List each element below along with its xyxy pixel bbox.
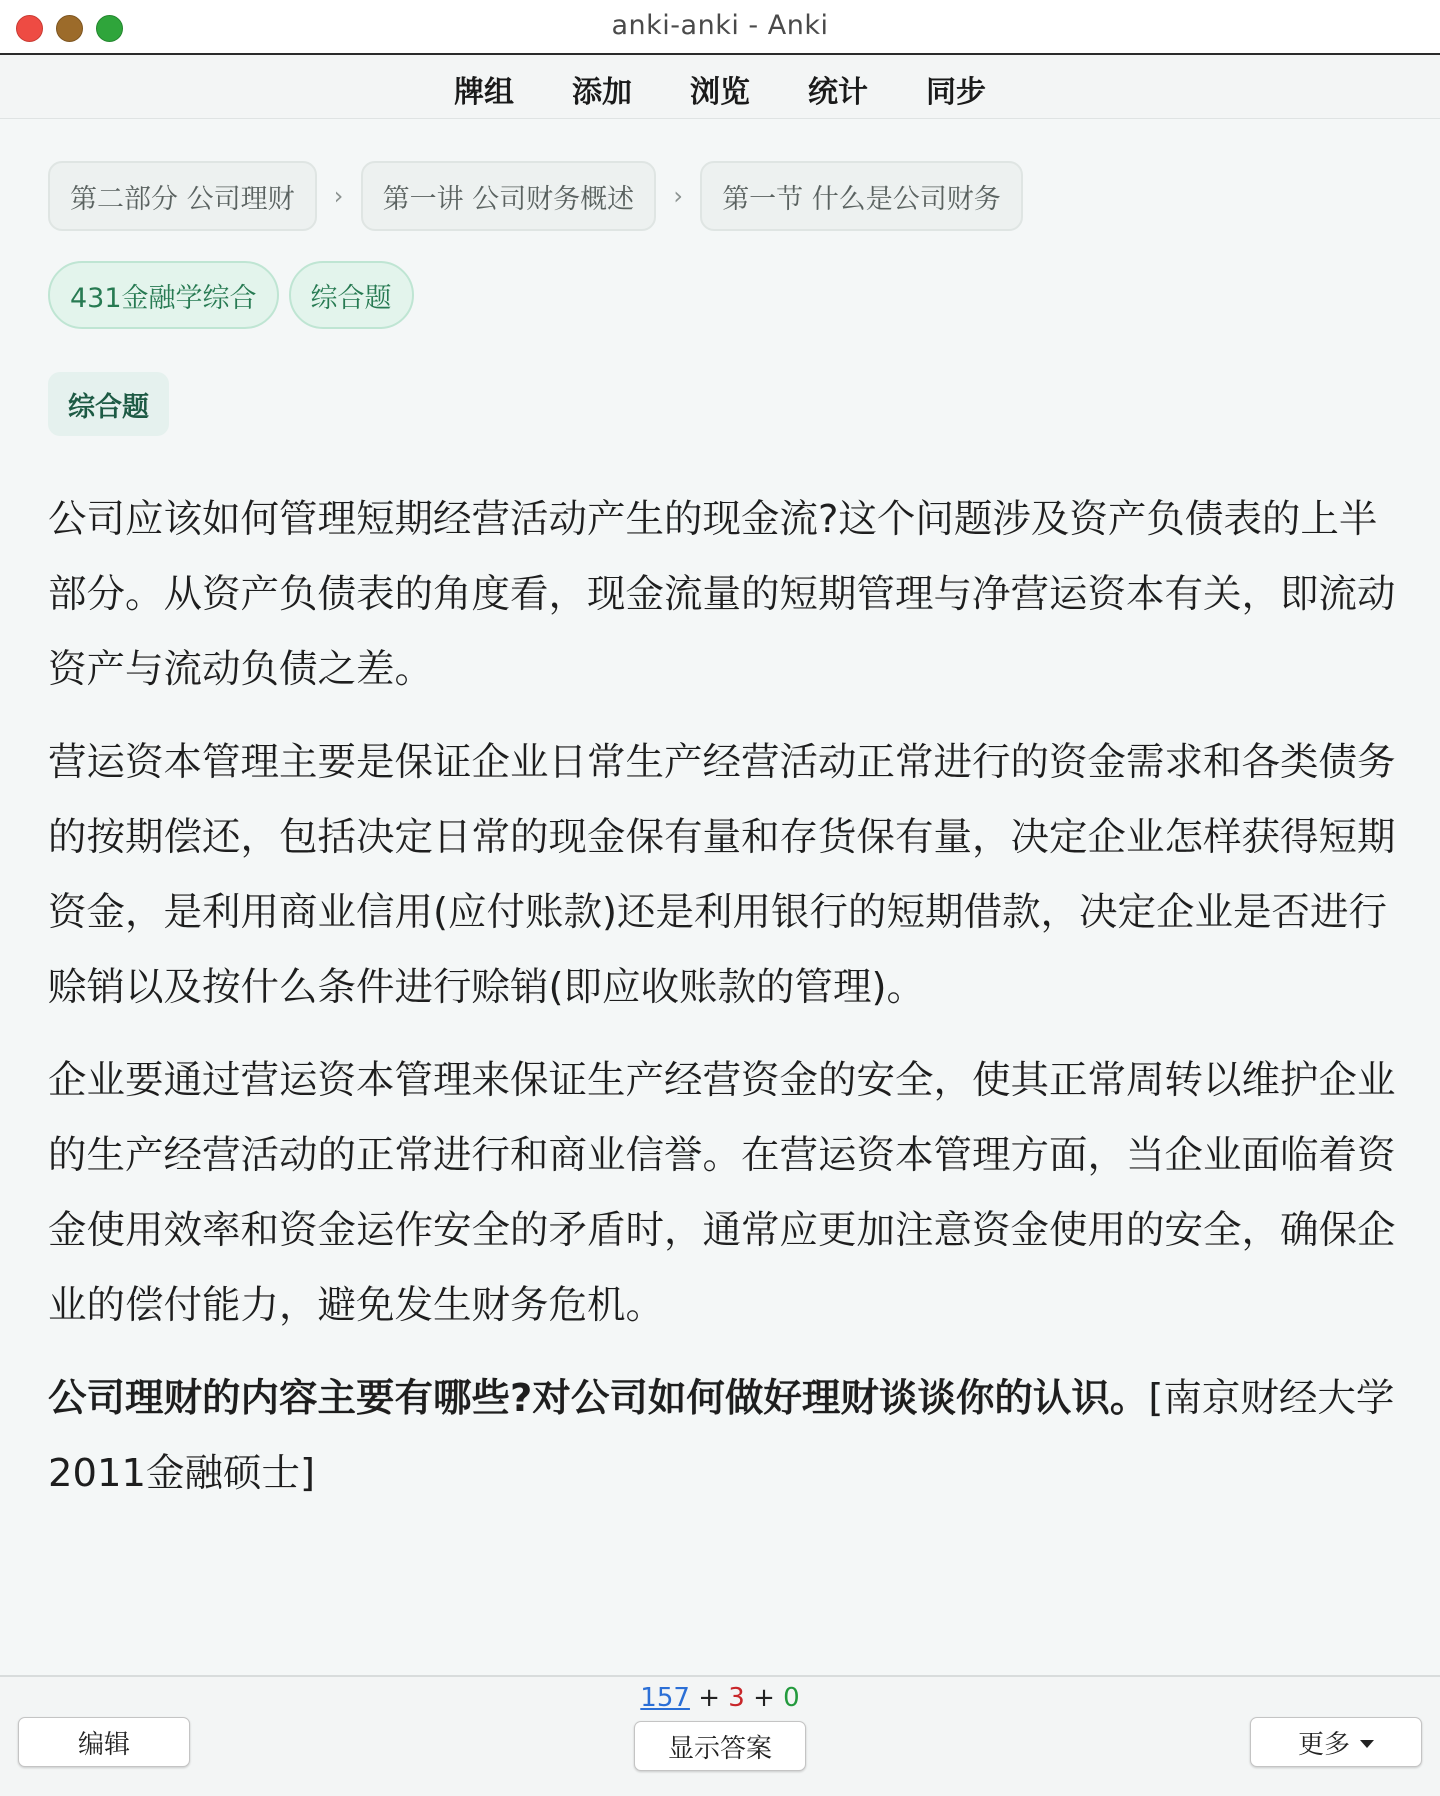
review-bottom-bar xyxy=(0,1675,1440,1796)
show-answer-label: 显示答案 xyxy=(667,1733,772,1764)
card-body xyxy=(48,482,1398,1529)
new-count[interactable]: 157 xyxy=(640,1683,690,1713)
breadcrumb-separator: › xyxy=(333,182,344,210)
edit-button-label: 编辑 xyxy=(77,1729,130,1760)
breadcrumb-item: 第二部分 公司理财 xyxy=(48,161,317,231)
tag: 综合题 xyxy=(289,261,414,329)
breadcrumb-item: 第一讲 公司财务概述 xyxy=(361,161,657,231)
caret-down-icon xyxy=(1360,1740,1374,1748)
count-plus: + xyxy=(689,1683,729,1713)
card-paragraph: 公司应该如何管理短期经营活动产生的现金流?这个问题涉及资产负债表的上半部分。从资产负债表的角度看，现金流量的短期管理与净营运资本有关，即流动资产与流动负债之差。 xyxy=(48,497,1396,692)
toolbar-stats[interactable]: 统计 xyxy=(808,75,868,110)
tag: 431金融学综合 xyxy=(48,261,279,329)
title-bar xyxy=(0,0,1440,55)
card-question xyxy=(48,1361,1398,1511)
count-plus: + xyxy=(744,1683,784,1713)
main-toolbar xyxy=(0,55,1440,119)
question-type-badge: 综合题 xyxy=(48,372,169,436)
learning-count: 3 xyxy=(728,1683,745,1713)
show-answer-button[interactable] xyxy=(634,1721,806,1771)
toolbar-sync[interactable]: 同步 xyxy=(926,75,986,110)
card-paragraph: 企业要通过营运资本管理来保证生产经营资金的安全，使其正常周转以维护企业的生产经营活动的正常进行和商业信誉。在营运资本管理方面，当企业面临着资金使用效率和资金运作安全的矛盾时，通常应更加注意资金使用的安全，确保企业的偿付能力，避免发生财务危机。 xyxy=(48,1058,1396,1328)
edit-button[interactable] xyxy=(18,1717,190,1767)
toolbar-decks[interactable]: 牌组 xyxy=(454,75,514,110)
more-button-label: 更多 xyxy=(1297,1729,1350,1760)
due-counts xyxy=(0,1683,1440,1713)
card-paragraph: 营运资本管理主要是保证企业日常生产经营活动正常进行的资金需求和各类债务的按期偿还，包括决定日常的现金保有量和存货保有量，决定企业怎样获得短期资金，是利用商业信用(应付账款)还是利用银行的短期借款，决定企业是否进行赊销以及按什么条件进行赊销(即应收账款的管理)。 xyxy=(48,740,1396,1010)
toolbar-add[interactable]: 添加 xyxy=(572,75,632,110)
more-button[interactable] xyxy=(1250,1717,1422,1767)
breadcrumb-item: 第一节 什么是公司财务 xyxy=(700,161,1023,231)
breadcrumb xyxy=(48,161,1023,231)
window-title: anki-anki - Anki xyxy=(611,10,829,41)
breadcrumb-separator: › xyxy=(673,182,683,210)
tag-list xyxy=(48,261,414,329)
question-source: [南京财经大学2011金融硕士] xyxy=(48,1376,1395,1496)
toolbar-browse[interactable]: 浏览 xyxy=(690,75,750,110)
question-text: 公司理财的内容主要有哪些?对公司如何做好理财谈谈你的认识。 xyxy=(48,1376,1149,1421)
review-count: 0 xyxy=(783,1683,800,1713)
